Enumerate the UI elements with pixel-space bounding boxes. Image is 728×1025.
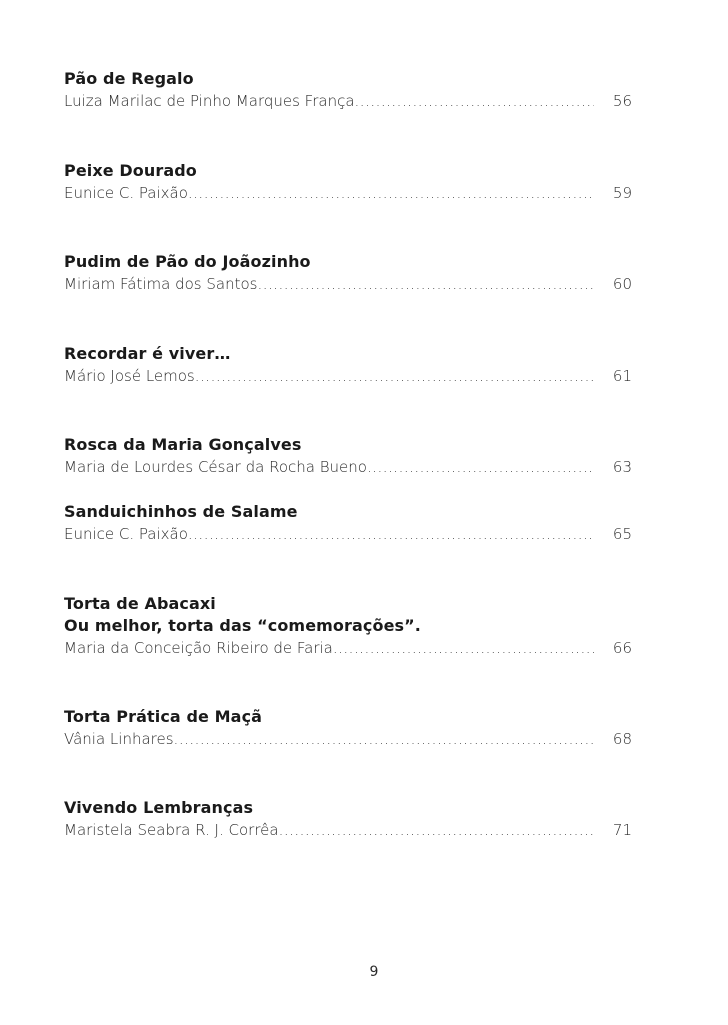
- toc-entry-torta-pratica: [64, 706, 632, 750]
- entry-page-number: 71: [612, 821, 632, 839]
- entry-author-line: [64, 523, 632, 545]
- entry-author-line: [64, 90, 632, 112]
- entry-page-number: 60: [612, 275, 632, 293]
- entry-author: Maristela Seabra R. J. Corrêa: [64, 821, 279, 839]
- page-number: 9: [369, 964, 379, 980]
- toc-entry-pudim-de-pao: [64, 251, 632, 295]
- entry-title: Sanduichinhos de Salame: [64, 502, 298, 521]
- leader-dots: [355, 90, 594, 112]
- entry-page-number: 65: [612, 525, 632, 543]
- entry-author: Maria da Conceição Ribeiro de Faria: [64, 639, 333, 657]
- toc-entry-recordar-e-viver: [64, 343, 632, 387]
- toc-entry-peixe-dourado: [64, 160, 632, 204]
- entry-title: Recordar é viver…: [64, 344, 231, 363]
- entry-page-number: 63: [612, 458, 632, 476]
- toc-entry-sanduichinhos: [64, 501, 632, 545]
- entry-subtitle: Ou melhor, torta das “comemorações”.: [64, 616, 421, 635]
- entry-title: Peixe Dourado: [64, 161, 197, 180]
- entry-author-line: [64, 819, 632, 841]
- entry-author-line: [64, 365, 632, 387]
- entry-page-number: 61: [612, 367, 632, 385]
- leader-dots: [188, 182, 594, 204]
- toc-entry-rosca-da-maria: [64, 434, 632, 478]
- entry-page-number: 59: [612, 184, 632, 202]
- leader-dots: [188, 523, 594, 545]
- entry-author: Mário José Lemos: [64, 367, 195, 385]
- leader-dots: [367, 456, 594, 478]
- leader-dots: [257, 273, 594, 295]
- entry-title: Pudim de Pão do Joãozinho: [64, 252, 311, 271]
- entry-author: Maria de Lourdes César da Rocha Bueno: [64, 458, 367, 476]
- entry-title: Vivendo Lembranças: [64, 798, 254, 817]
- leader-dots: [333, 637, 594, 659]
- entry-title: Pão de Regalo: [64, 69, 194, 88]
- entry-title: Torta Prática de Maçã: [64, 707, 263, 726]
- entry-page-number: 66: [612, 639, 632, 657]
- entry-author: Eunice C. Paixão: [64, 184, 188, 202]
- entry-author-line: [64, 273, 632, 295]
- entry-author: Luiza Marilac de Pinho Marques França: [64, 92, 355, 110]
- entry-page-number: 68: [612, 730, 632, 748]
- entry-author: Eunice C. Paixão: [64, 525, 188, 543]
- toc-entry-vivendo-lembrancas: [64, 797, 632, 841]
- toc-entry-pao-de-regalo: [64, 68, 632, 112]
- entry-title: Rosca da Maria Gonçalves: [64, 435, 302, 454]
- entry-author-line: [64, 728, 632, 750]
- leader-dots: [174, 728, 594, 750]
- entry-title: Torta de Abacaxi: [64, 594, 216, 613]
- entry-author-line: [64, 456, 632, 478]
- entry-author-line: [64, 182, 632, 204]
- entry-author: Vânia Linhares: [64, 730, 174, 748]
- entry-author-line: [64, 637, 632, 659]
- toc-entry-torta-de-abacaxi: [64, 593, 632, 659]
- leader-dots: [279, 819, 594, 841]
- entry-author: Miriam Fátima dos Santos: [64, 275, 258, 293]
- leader-dots: [195, 365, 594, 387]
- entry-page-number: 56: [612, 92, 632, 110]
